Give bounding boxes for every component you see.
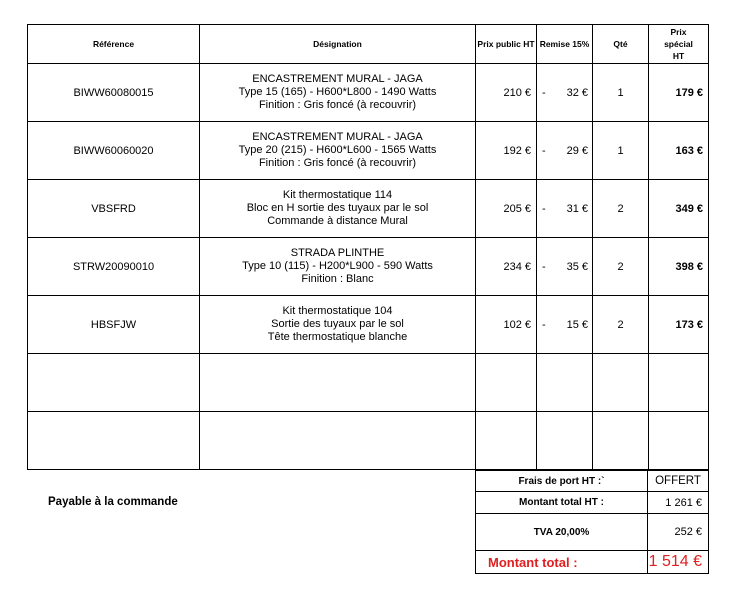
row-remise: - 29 € (537, 122, 593, 180)
header-remise: Remise 15% (537, 25, 593, 64)
row-designation: ENCASTREMENT MURAL - JAGA Type 20 (215) - H600*L600 - 1565 Watts Finition : Gris foncé (à recouvrir) (200, 122, 476, 180)
row-prix-public: 210 € (476, 64, 537, 122)
row-qte: 2 (593, 180, 649, 238)
row-prix-special: 173 € (649, 296, 709, 354)
header-reference: Référence (28, 25, 200, 64)
row-reference: BIWW60060020 (28, 122, 200, 180)
row-remise: - 32 € (537, 64, 593, 122)
row-prix-special: 163 € (649, 122, 709, 180)
table-header-row (28, 25, 709, 64)
totals-row-tva (476, 514, 709, 551)
montant-ht-label: Montant total HT : (476, 492, 648, 514)
row-designation: ENCASTREMENT MURAL - JAGA Type 15 (165) - H600*L800 - 1490 Watts Finition : Gris foncé (à recouvrir) (200, 64, 476, 122)
montant-ht-value: 1 261 € (648, 492, 709, 514)
montant-total-label: Montant total : (476, 551, 648, 574)
row-designation: STRADA PLINTHE Type 10 (115) - H200*L900 - 590 Watts Finition : Blanc (200, 238, 476, 296)
table-row (28, 122, 709, 180)
row-remise: - 15 € (537, 296, 593, 354)
row-designation: Kit thermostatique 104 Sortie des tuyaux par le sol Tête thermostatique blanche (200, 296, 476, 354)
tva-value: 252 € (648, 514, 709, 551)
totals-row-frais (476, 471, 709, 492)
row-reference: BIWW60080015 (28, 64, 200, 122)
header-designation: Désignation (200, 25, 476, 64)
row-remise: - 31 € (537, 180, 593, 238)
payable-note: Payable à la commande (48, 496, 178, 508)
row-prix-special: 179 € (649, 64, 709, 122)
header-prix-special: Prix spécial HT (649, 25, 709, 64)
header-prix-public: Prix public HT (476, 25, 537, 64)
table-row (28, 296, 709, 354)
empty-row (28, 412, 709, 470)
empty-row (28, 354, 709, 412)
row-qte: 2 (593, 238, 649, 296)
totals-table (475, 470, 709, 574)
quote-table (27, 24, 709, 470)
row-prix-public: 102 € (476, 296, 537, 354)
row-reference: HBSFJW (28, 296, 200, 354)
row-reference: VBSFRD (28, 180, 200, 238)
row-prix-public: 234 € (476, 238, 537, 296)
table-row (28, 64, 709, 122)
row-prix-special: 398 € (649, 238, 709, 296)
tva-label: TVA 20,00% (476, 514, 648, 551)
totals-row-montant-total (476, 551, 709, 574)
frais-value: OFFERT (648, 471, 709, 492)
row-reference: STRW20090010 (28, 238, 200, 296)
row-qte: 2 (593, 296, 649, 354)
table-row (28, 180, 709, 238)
header-qte: Qté (593, 25, 649, 64)
row-qte: 1 (593, 64, 649, 122)
row-designation: Kit thermostatique 114 Bloc en H sortie des tuyaux par le sol Commande à distance Mural (200, 180, 476, 238)
frais-label: Frais de port HT :` (476, 471, 648, 492)
row-prix-public: 192 € (476, 122, 537, 180)
row-prix-special: 349 € (649, 180, 709, 238)
row-prix-public: 205 € (476, 180, 537, 238)
row-remise: - 35 € (537, 238, 593, 296)
table-row (28, 238, 709, 296)
montant-total-value: 1 514 € (648, 551, 709, 574)
totals-row-montant-ht (476, 492, 709, 514)
row-qte: 1 (593, 122, 649, 180)
